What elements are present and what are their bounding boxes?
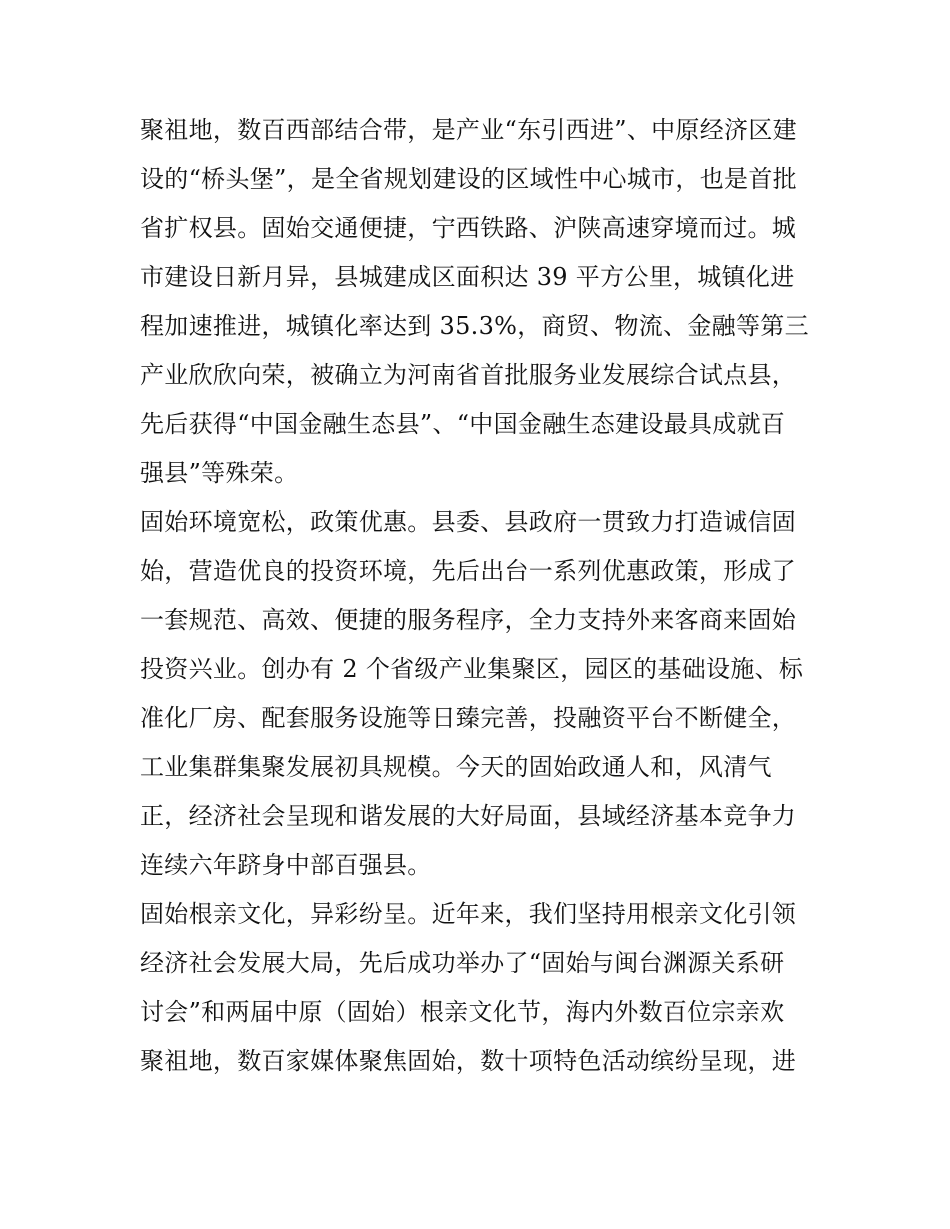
- text-line: 固始根亲文化，异彩纷呈。近年来，我们坚持用根亲文化引领: [140, 900, 797, 928]
- text-line: 投资兴业。创办有 2 个省级产业集聚区，园区的基础设施、标: [140, 655, 804, 683]
- text-line: 一套规范、高效、便捷的服务程序，全力支持外来客商来固始: [140, 606, 797, 634]
- text-line: 先后获得“中国金融生态县”、“中国金融生态建设最具成就百: [140, 410, 786, 438]
- paragraph-3: [140, 890, 820, 1086]
- text-line: 工业集群集聚发展初具规模。今天的固始政通人和，风清气: [140, 753, 772, 781]
- text-line: 强县”等殊荣。: [140, 459, 299, 487]
- text-line: 市建设日新月异，县城建成区面积达 39 平方公里，城镇化进: [140, 263, 795, 291]
- paragraph-1: [140, 106, 820, 498]
- text-line: 程加速推进，城镇化率达到 35.3%，商贸、物流、金融等第三: [140, 312, 809, 340]
- text-line: 设的“桥头堡”，是全省规划建设的区域性中心城市，也是首批: [140, 165, 797, 193]
- document-body: [140, 106, 820, 1086]
- paragraph-2: [140, 498, 820, 890]
- text-line: 聚祖地，数百家媒体聚焦固始，数十项特色活动缤纷呈现，进: [140, 1047, 797, 1075]
- text-line: 省扩权县。固始交通便捷，宁西铁路、沪陕高速穿境而过。城: [140, 214, 797, 242]
- text-line: 经济社会发展大局，先后成功举办了“固始与闽台渊源关系研: [140, 949, 785, 977]
- text-line: 始，营造优良的投资环境，先后出台一系列优惠政策，形成了: [140, 557, 797, 585]
- text-line: 讨会”和两届中原（固始）根亲文化节，海内外数百位宗亲欢: [140, 998, 785, 1026]
- text-line: 正，经济社会呈现和谐发展的大好局面，县域经济基本竞争力: [140, 802, 797, 830]
- text-line: 固始环境宽松，政策优惠。县委、县政府一贯致力打造诚信固: [140, 508, 797, 536]
- text-line: 连续六年跻身中部百强县。: [140, 851, 432, 879]
- text-line: 产业欣欣向荣，被确立为河南省首批服务业发展综合试点县，: [140, 361, 797, 389]
- text-line: 聚祖地，数百西部结合带，是产业“东引西进”、中原经济区建: [140, 116, 797, 144]
- text-line: 准化厂房、配套服务设施等日臻完善，投融资平台不断健全，: [140, 704, 797, 732]
